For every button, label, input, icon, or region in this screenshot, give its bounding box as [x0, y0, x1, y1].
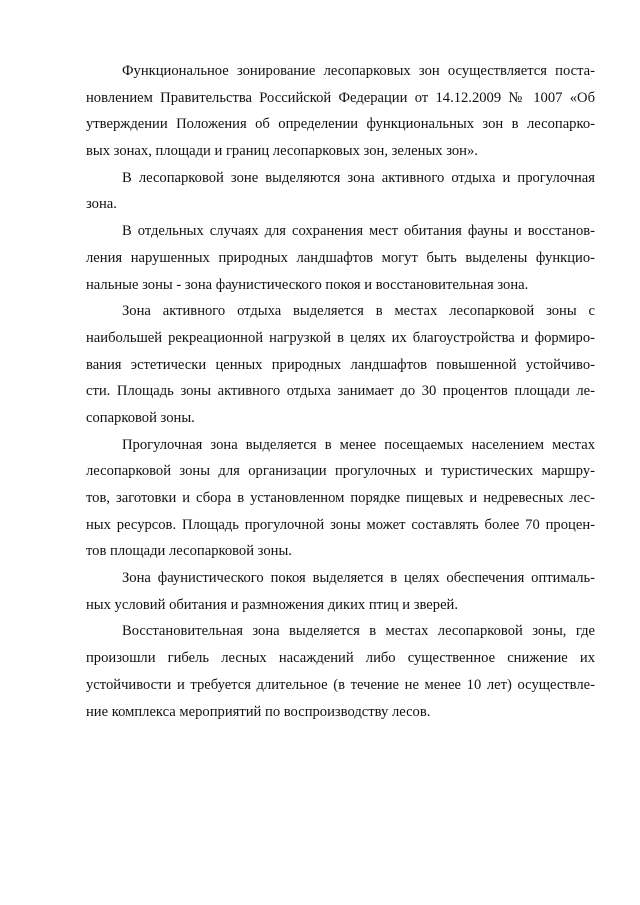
text-line: Функциональное зонирование лесопарковых зон осуществляется поста- [122, 63, 595, 79]
paragraph-active-recreation-zone [86, 298, 595, 431]
text-line: В отдельных случаях для сохранения мест обитания фауны и восстанов- [122, 223, 595, 240]
text-line: ние комплекса мероприятий по воспроизводству лесов. [86, 703, 431, 720]
text-line: сопарковой зоны. [86, 409, 195, 426]
text-line: Зона фаунистического покоя выделяется в целях обеспечения оптималь- [122, 570, 595, 587]
text-line: Зона активного отдыха выделяется в местах лесопарковой зоны с [122, 303, 595, 320]
text-line: ных ресурсов. Площадь прогулочной зоны может составлять более 70 процен- [86, 516, 595, 533]
text-line: Восстановительная зона выделяется в местах лесопарковой зоны, где [122, 623, 595, 640]
text-line: лесопарковой зоны для организации прогулочных и туристических маршру- [86, 463, 595, 480]
text-line: утверждении Положения об определении функциональных зон в лесопарко- [86, 116, 595, 133]
text-line: тов, заготовки и сбора в установленном порядке пищевых и недревесных лес- [86, 490, 595, 506]
text-line: наибольшей рекреационной нагрузкой в целях их благоустройства и формиро- [86, 329, 595, 346]
text-line: новлением Правительства Российской Федерации от 14.12.2009 № 1007 «Об [86, 89, 595, 106]
paragraph-walking-zone [86, 432, 595, 565]
text-line: устойчивости и требуется длительное (в течение не менее 10 лет) осуществле- [86, 676, 595, 693]
paragraph-restoration-zone [86, 618, 595, 725]
text-line: тов площади лесопарковой зоны. [86, 543, 292, 560]
document-body [86, 58, 595, 725]
text-line: ных условий обитания и размножения диких птиц и зверей. [86, 596, 459, 613]
paragraph-zones-list [86, 165, 595, 218]
text-line: произошли гибель лесных насаждений либо существенное снижение их [86, 650, 595, 667]
text-line: нальные зоны - зона фаунистического покоя и восстановительная зона. [86, 276, 529, 293]
paragraph-fauna-rest-zone [86, 565, 595, 618]
text-line: зона. [86, 196, 117, 213]
text-line: ления нарушенных природных ландшафтов могут быть выделены функцио- [86, 249, 595, 266]
text-line: сти. Площадь зоны активного отдыха занимает до 30 процентов площади ле- [86, 383, 595, 400]
text-line: Прогулочная зона выделяется в менее посещаемых населением местах [122, 436, 595, 453]
text-line: В лесопарковой зоне выделяются зона активного отдыха и прогулочная [122, 169, 595, 186]
text-line: вания эстетически ценных природных ландшафтов повышенной устойчиво- [86, 356, 595, 373]
paragraph-special-zones [86, 218, 595, 298]
text-line: вых зонах, площади и границ лесопарковых зон, зеленых зон». [86, 143, 478, 160]
paragraph-zoning-regulation [86, 58, 595, 165]
